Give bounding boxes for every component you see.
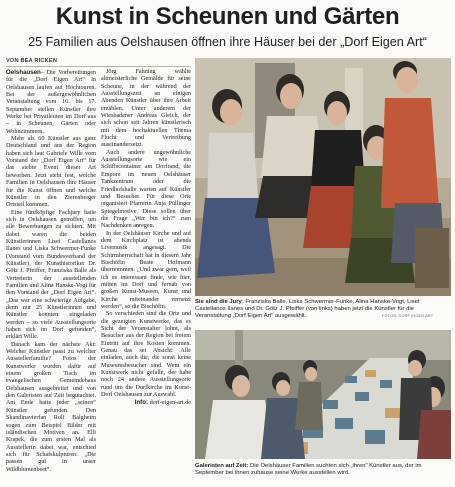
article-body <box>6 69 191 483</box>
caption-lead: Galeristen auf Zeit: <box>195 463 249 469</box>
article-paragraph: Auch andere ungewöhnliche Ausstellungsorte wie ein Schiffscontainer am Dorfrand, die Empore im neuen Oelshäuser Tankzentrum oder die Friedhofshalle warten auf Künstler und Besucher. Für diese Orte organisiert Pfarrerin Anja Püllinger Spiegelmotive. Diese sollen über die Frage „Wer bin ich?“ zum Nachdenken anregen. <box>101 149 191 230</box>
caption-text: Die Oelshäuser Familien suchten sich „ihren“ Künstler aus, der im September bei ihnen zuhause seine Werke ausstellen wird. <box>195 463 422 476</box>
info-line <box>101 399 191 407</box>
byline: VON BEA RICKEN <box>6 58 58 64</box>
jury-photo <box>195 58 451 296</box>
subheadline: 25 Familien aus Oelshausen öffnen ihre Häuser bei der „Dorf Eigen Art“ <box>28 35 427 49</box>
photo-credit: FOTOS: DORF EIGEN ART <box>382 314 434 318</box>
info-label: Info: <box>134 399 149 407</box>
headline: Kunst in Scheunen und Gärten <box>55 3 400 30</box>
dateline-location: Oelshausen <box>6 69 41 76</box>
article-paragraph: Mehr als 60 Künstler aus ganz Deutschland und aus der Region haben sich laut Gabriele Wille vom Vorstand der „Dorf Eigen Art“ für das siebte Event dieser Art beworben. Jetzt steht fest, welche Familien in Oelshausen ihre Häuser für die Kunst öffnen und welche Künstler in den Zierenberger Ortsteil kommen. <box>6 136 96 209</box>
gallerists-photo-caption <box>195 463 451 477</box>
caption-lead: Sie sind die Jury: <box>195 299 244 305</box>
article-paragraph: Danach kam der nächste Akt: Welcher Künstler passt zu welcher Ausstellerfamilie? Fotos der Kunstwerke wurden dafür auf einem großen Tisch im evangelischen Gemeindehaus Oelshausen ausgebreitet und von den Galeristen auf Zeit begutachtet. Am Ende hatte jeder „seinen“ Künstler gefunden. Den Skandinavierfan Rolf Balgheim sogen zum Beispiel Bilder mit isländischen Motiven an. Elli Krapek, die zum ersten Mal als Ausstellerin dabei war, entschied sich für Schafskulpturen: „Die passen gut in unser Wildblumenbeet“. <box>6 341 96 473</box>
byline-divider <box>6 66 191 67</box>
article-paragraph: Eine fünfköpfige Fachjury hatte sich in Oelshausen getroffen, um alle Bewerbungen zu sichten. Mit dabei waren die beiden Künstlerinnen Liset Castellanos Ilanes und Liska Schwermer-Funke (Vorstand vom Bundesverband der Künstler), der Kunsthistoriker Dr. Götz J. Pfeiffer, Franziska Balle als Vertreterin der ausstellenden Familien und Alina Hanske-Vogt für den Vorstand der „Dorf Eigen Art“. „Das war eine schwierige Aufgabe, denn nur 25 Künstlerinnen und Künstler konnten eingeladen werden – so viele Ausstellungsorte haben sich im Dorf gefunden“, erklärt Wille. <box>6 209 96 341</box>
article-paragraph: Jörg Fahning wählte altmeisterliche Gemälde für seine Scheune, in der während der Ausstellungszeit an einigen Abenden Künstler über ihre Arbeit erzählen. Unter anderem der Wiesbadener Andreas Gleich, der sich schon seit Jahren künstlerisch mit dem hochaktuellen Thema Flucht und Vertreibung auseinandersetzt. <box>101 69 191 149</box>
article-paragraph: So verschieden sind die Orte und die gezeigten Kunstwerke, das es Sicht der Veranstalter lohnt, als Besucher aus der Region bei freiem Eintritt auf ihre Kosten kommen. Genau das sei Absicht: Alle einladen, auch die, die sonst keine Museumsbesucher sind. Wem ein Kunstwerk nicht gefalle, der habe noch 24 andere Ausstellungsorte rund um die Dorfkirche im Kunst-Dorf Oelshausen zur Auswahl. <box>101 311 191 399</box>
article-paragraph <box>6 69 96 136</box>
article-paragraph: In der Oelshäuser Kirche und auf dem Kirchplatz ist abends Livemusik angesagt. Die Schirmherrschaft hat in diesem Jahr Bischöfin Beate Hofmann übernommen. „Und zwar gern, weil ich es interessant finde, wie hier, mitten im Dorf und fernab von großen Kunst-Museen, Kunst und Kirche miteinander vernetzt werden“, so die Bischöfin. <box>101 230 191 310</box>
gallerists-photo <box>195 330 451 459</box>
paragraph-text: – Die Vorbereitungen für die „Dorf Eigen Art“ in Oelshausen laufen auf Hochtouren. Bei der außergewöhnlichen Veranstaltung vom 16. bis 17. September stellen Künstler ihre Werke bei Privatleuten im Dorf aus – in Scheunen, Gärten oder Wohnzimmern. <box>6 70 96 135</box>
caption-text: Franziska Balle, Liska Schwermer-Funke, Alina Hanske-Vogt, Liset Castellanos Ilanes und Dr. Götz J. Pfeiffer (von links) haben jetzt die Künstler für die Veranstaltung „Dorf Eigen Art“ ausgewählt. <box>195 299 420 319</box>
info-url: dorf-eigen-art.de <box>149 400 191 407</box>
